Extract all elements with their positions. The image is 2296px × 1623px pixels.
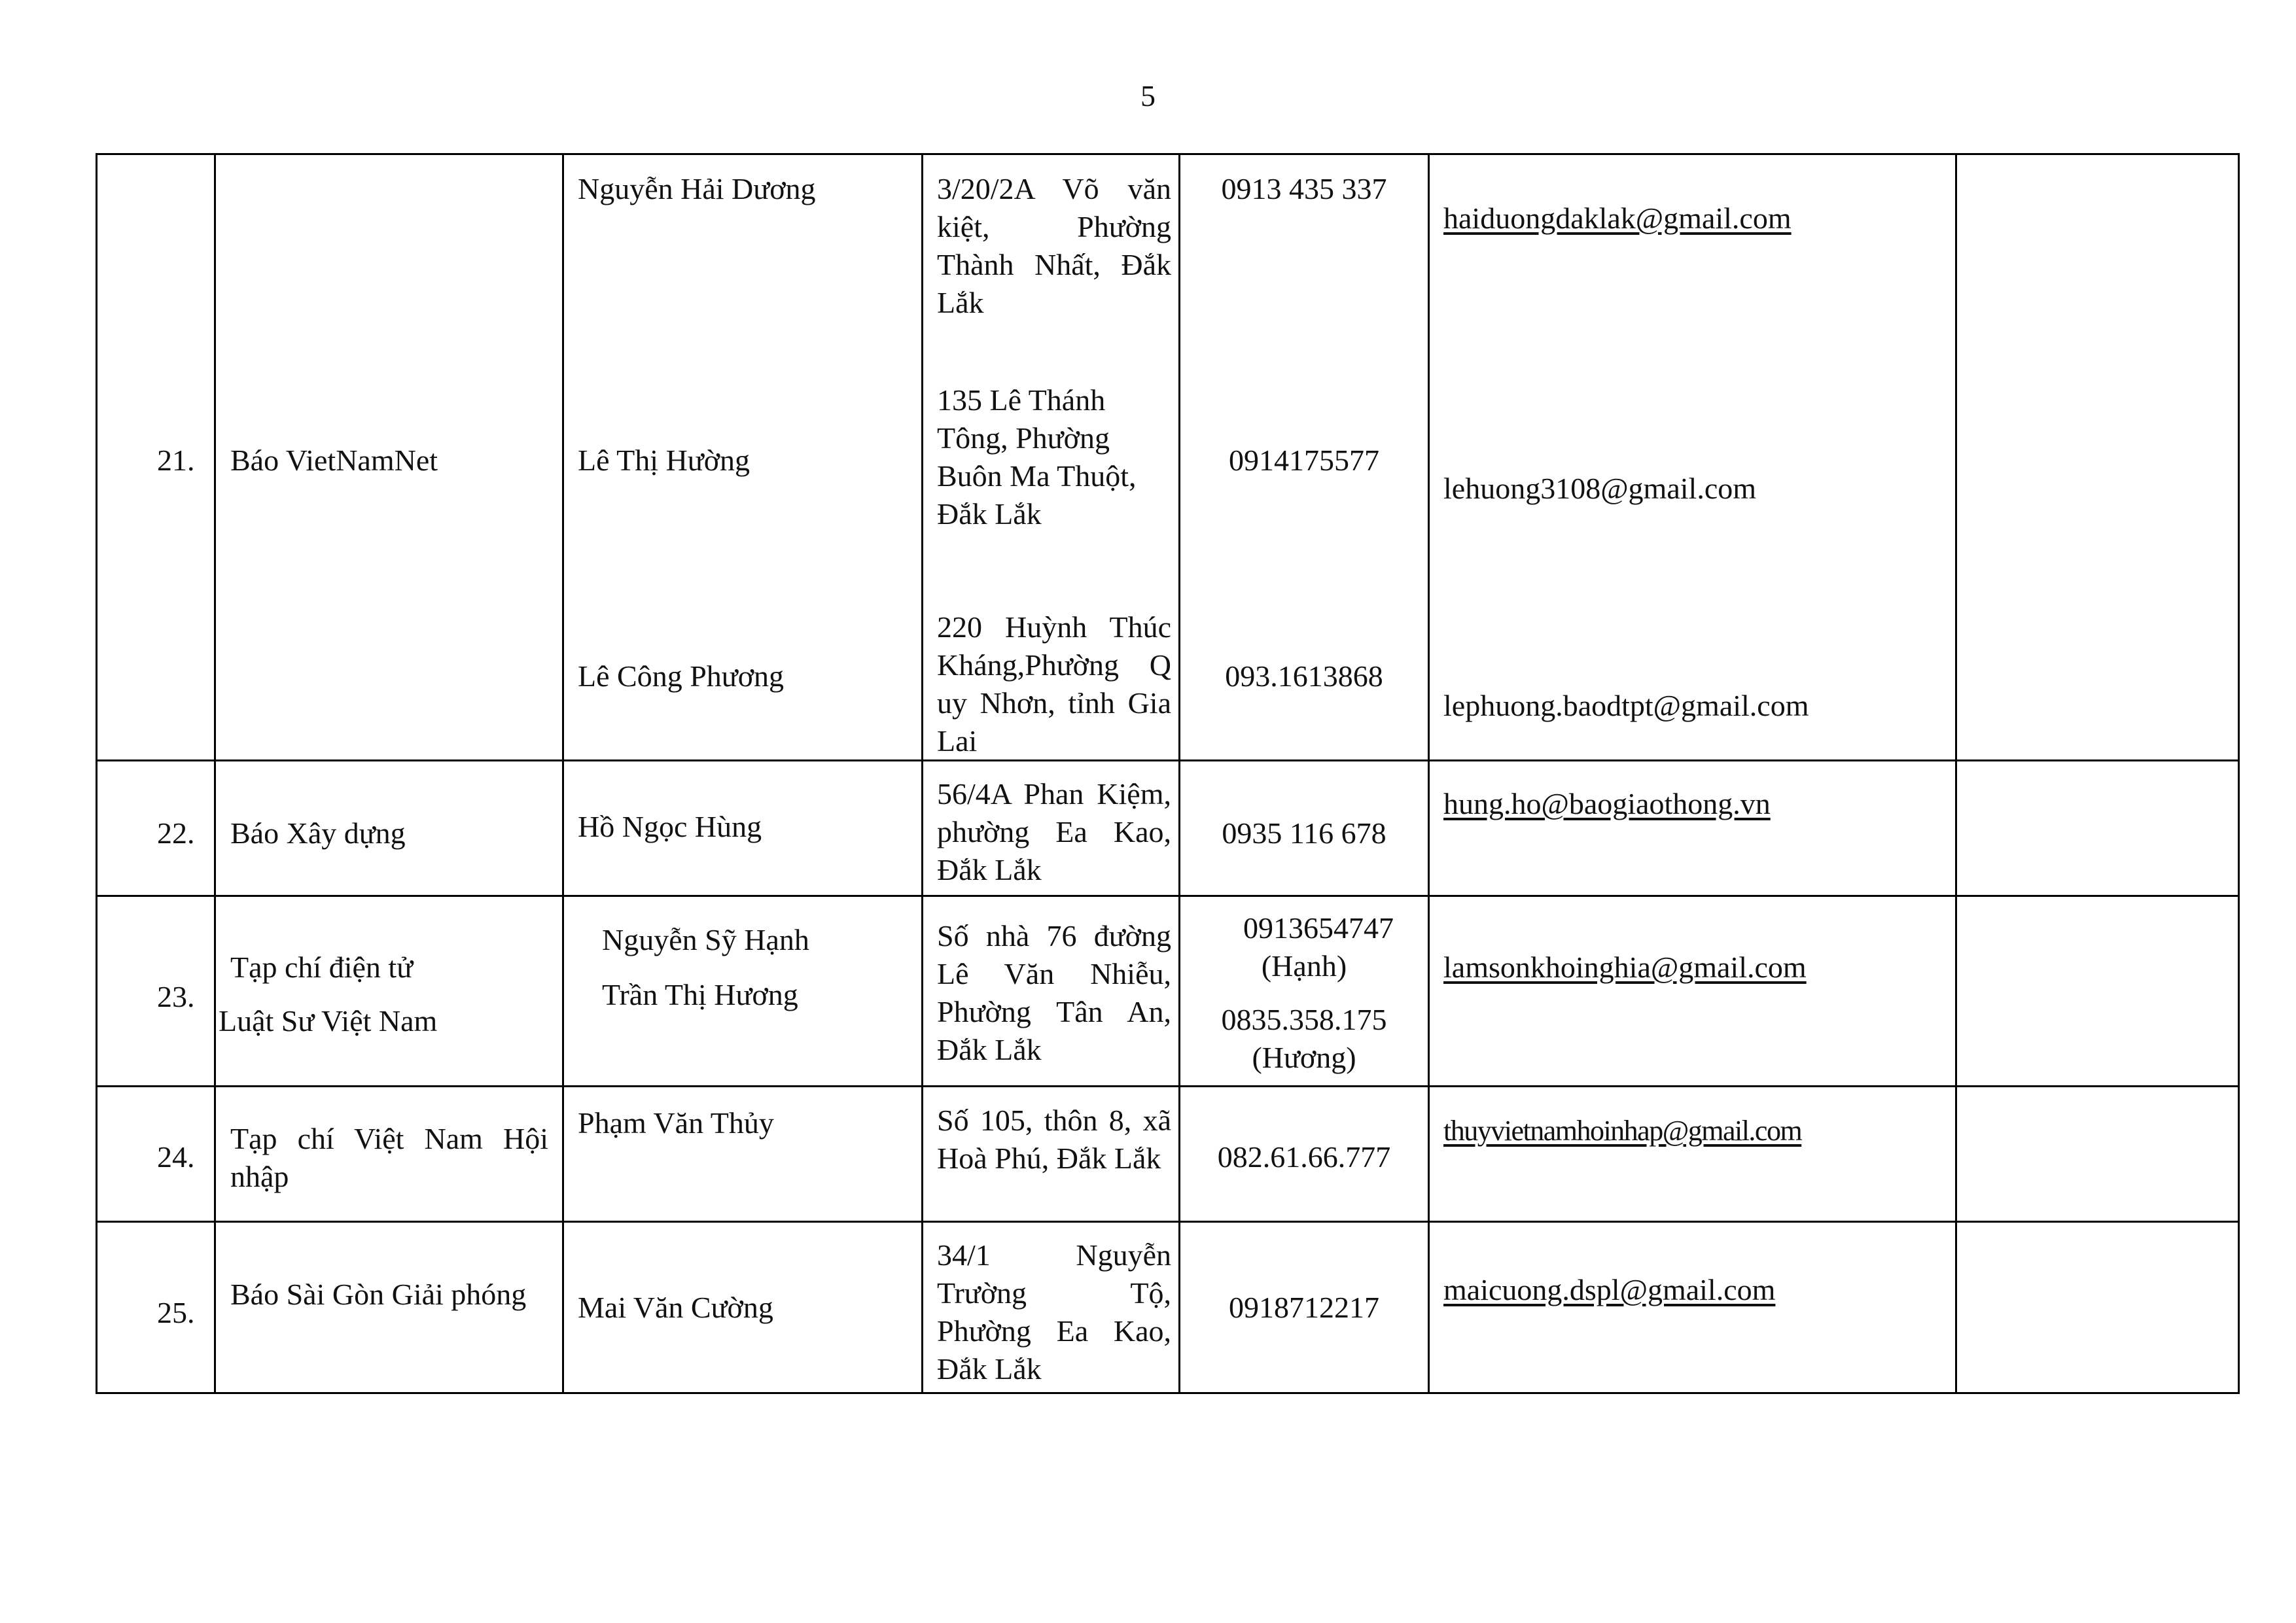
- contact-name: Trần Thị Hương: [602, 978, 798, 1011]
- contact-phone-note: (Hạnh): [1261, 949, 1347, 983]
- row-divider: [96, 895, 2238, 897]
- contact-email: lamsonkhoinghia@gmail.com: [1443, 951, 1807, 984]
- table-border-left: [96, 153, 97, 1394]
- organization-name-line2: Luật Sư Việt Nam: [219, 1004, 438, 1038]
- row-divider: [96, 1221, 2238, 1223]
- column-divider: [1178, 153, 1180, 1394]
- contact-address: 56/4A Phan Kiệm, phường Ea Kao, Đắk Lắk: [937, 777, 1171, 886]
- column-divider: [1428, 153, 1430, 1394]
- row-divider: [96, 1085, 2238, 1087]
- contact-phone-note: (Hương): [1252, 1041, 1356, 1074]
- row-number: 24.: [157, 1140, 195, 1174]
- contact-name: Lê Công Phương: [578, 659, 785, 693]
- contact-address: Số 105, thôn 8, xã Hoà Phú, Đắk Lắk: [937, 1104, 1171, 1175]
- contact-phone: 0914175577: [1229, 444, 1379, 477]
- contact-name: Mai Văn Cường: [578, 1291, 773, 1324]
- contact-address: 135 Lê Thánh Tông, Phường Buôn Ma Thuột, Đắk Lắk: [937, 383, 1137, 531]
- contact-phone: 0918712217: [1229, 1291, 1379, 1324]
- contact-name: Phạm Văn Thủy: [578, 1106, 774, 1140]
- contact-name: Hồ Ngọc Hùng: [578, 810, 762, 843]
- contact-email: maicuong.dspl@gmail.com: [1443, 1273, 1776, 1306]
- column-divider: [921, 153, 923, 1394]
- contact-address: 3/20/2A Võ văn kiệt, Phường Thành Nhất, Đắk Lắk: [937, 172, 1171, 319]
- row-number: 21.: [157, 444, 195, 477]
- table-border-top: [96, 153, 2238, 155]
- row-number: 25.: [157, 1296, 195, 1329]
- contact-phone: 0913654747: [1243, 911, 1394, 945]
- contact-email: lephuong.baodtpt@gmail.com: [1443, 689, 1809, 722]
- organization-name-line1: Tạp chí điện tử: [230, 951, 414, 984]
- contact-email: hung.ho@baogiaothong.vn: [1443, 787, 1771, 820]
- contact-name: Nguyễn Sỹ Hạnh: [602, 923, 809, 956]
- column-divider: [1955, 153, 1957, 1394]
- column-divider: [214, 153, 216, 1394]
- contact-address: 220 Huỳnh Thúc Kháng,Phường Q uy Nhơn, tỉnh Gia Lai: [937, 610, 1171, 758]
- organization-name: Tạp chí Việt Nam Hội nhập: [230, 1122, 548, 1193]
- column-divider: [562, 153, 564, 1394]
- contact-address: 34/1 Nguyễn Trường Tộ, Phường Ea Kao, Đắk Lắk: [937, 1238, 1171, 1386]
- contact-email: thuyvietnamhoinhap@gmail.com: [1443, 1115, 1802, 1147]
- contact-name: Nguyễn Hải Dương: [578, 172, 816, 205]
- row-number: 22.: [157, 816, 195, 850]
- table-border-bottom: [96, 1392, 2238, 1394]
- organization-name: Báo Xây dựng: [230, 816, 406, 850]
- row-number: 23.: [157, 980, 195, 1013]
- contact-phone: 0935 116 678: [1222, 816, 1386, 850]
- contact-email: haiduongdaklak@gmail.com: [1443, 201, 1792, 235]
- contact-phone: 0913 435 337: [1221, 172, 1387, 205]
- contact-email: lehuong3108@gmail.com: [1443, 472, 1757, 505]
- table-border-right: [2238, 153, 2240, 1394]
- contact-phone: 082.61.66.777: [1217, 1140, 1391, 1174]
- contact-phone: 0835.358.175: [1221, 1003, 1387, 1036]
- contact-phone: 093.1613868: [1225, 659, 1383, 693]
- organization-name: Báo Sài Gòn Giải phóng: [230, 1278, 527, 1311]
- contact-name: Lê Thị Hường: [578, 444, 751, 477]
- organization-name: Báo VietNamNet: [230, 444, 438, 477]
- page-number: 5: [1140, 79, 1156, 113]
- contact-address: Số nhà 76 đường Lê Văn Nhiễu, Phường Tân An, Đắk Lắk: [937, 919, 1171, 1066]
